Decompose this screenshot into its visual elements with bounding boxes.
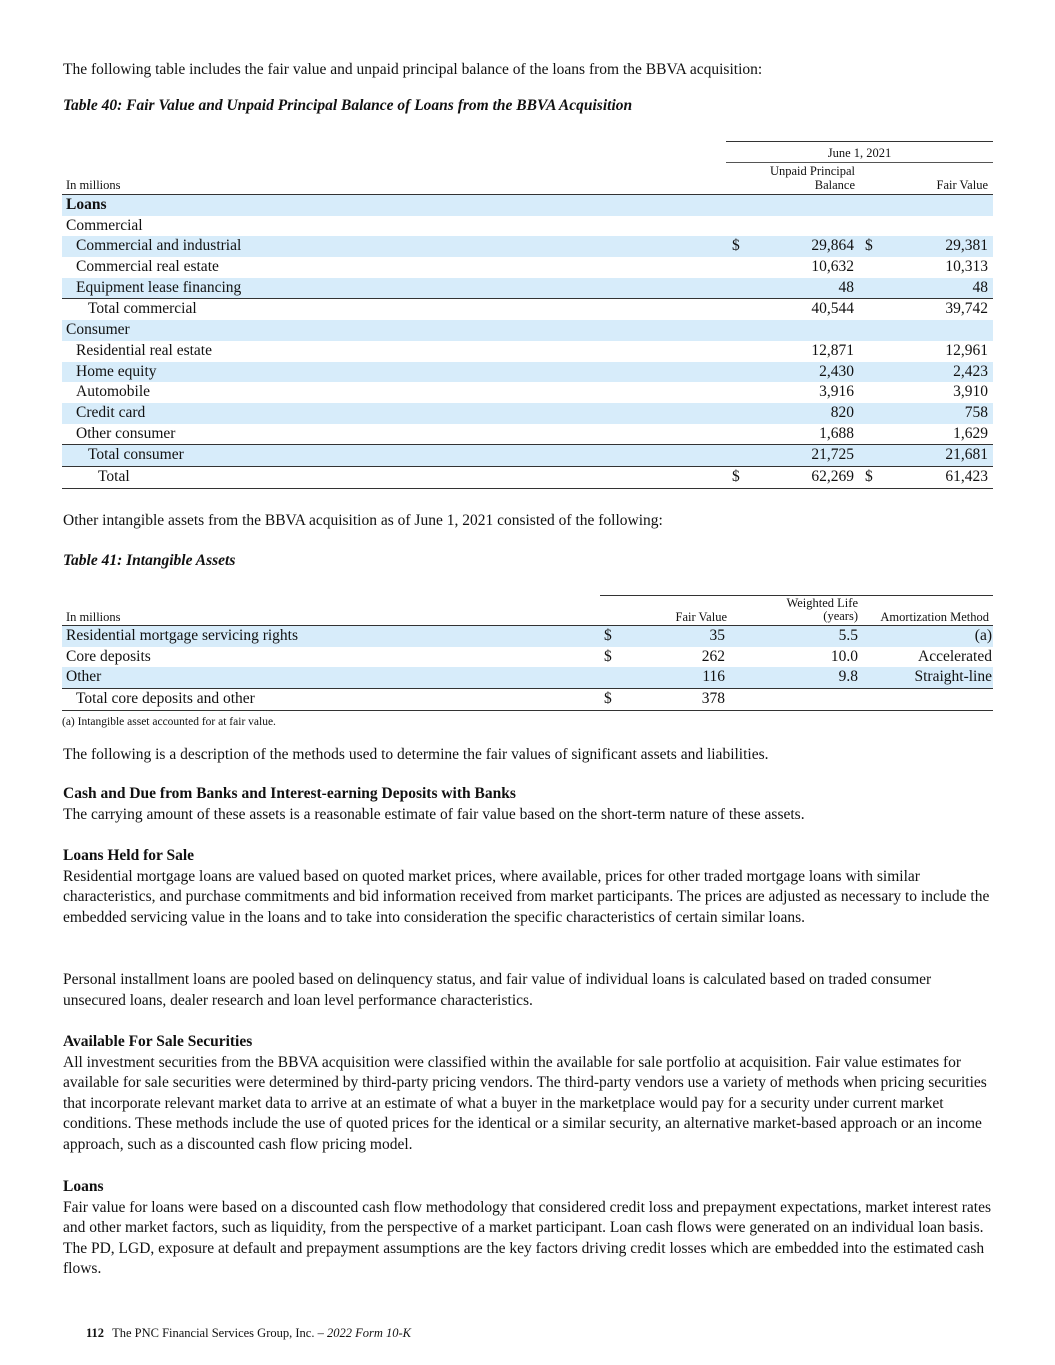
table-row: Total consumer 21,725 21,681 xyxy=(62,444,993,466)
section-heading: Available For Sale Securities xyxy=(63,1033,253,1050)
section-paragraph: All investment securities from the BBVA acquisition were classified within the available for sale portfolio at acquisition. Fair value estimates for available for sale securities were determined by third-party pricing vendors. The third-party vendors use a variety of methods when pricing securities that incorporate relevant market data to arrive at an estimate of what a buyer in the marketplace would pay for a security under current market conditions. These methods include the use of quoted prices for the identical or a similar security, an alternative market-based approach or an income approach, such as a discounted cash flow pricing model. xyxy=(63,1053,987,1153)
section-available-for-sale xyxy=(63,1032,993,1156)
table-row: Home equity 2,430 2,423 xyxy=(62,362,993,383)
section-paragraph: The carrying amount of these assets is a reasonable estimate of fair value based on the short-term nature of these assets. xyxy=(63,805,805,823)
table-row: Commercial real estate 10,632 10,313 xyxy=(76,258,988,276)
date-header: June 1, 2021 xyxy=(827,146,892,160)
table-40 xyxy=(62,141,993,489)
col-weighted-life: Weighted Life (years) xyxy=(786,596,858,623)
table-41-header xyxy=(62,595,993,626)
table-40-header xyxy=(62,141,993,195)
section-heading: Loans Held for Sale xyxy=(63,847,195,864)
section-paragraph: Fair value for loans were based on a discounted cash flow methodology that considered credit loss and prepayment expectations, market interest rates and other market factors, such as liquidity, from the perspective of a market participant. Loan cash flows were generated on an individual loan basis. The PD, LGD, exposure at default and prepayment assumptions are the key factors driving credit losses which are embedded into the estimated cash flows. xyxy=(63,1198,991,1278)
footer-company: The PNC Financial Services Group, Inc. – xyxy=(112,1326,327,1340)
table-row: Total core deposits and other $ 378 xyxy=(62,688,993,711)
table-row: Residential real estate 12,871 12,961 xyxy=(76,341,988,359)
page-footer xyxy=(86,1326,411,1341)
table-row: Core deposits $ 262 10.0 Accelerated xyxy=(66,647,992,665)
table-41 xyxy=(62,595,993,711)
table-row: Commercial and industrial $ 29,864 $ 29,381 xyxy=(62,236,993,257)
table-row: Residential mortgage servicing rights $ 35 5.5 (a) xyxy=(62,626,993,647)
col-fair-value: Fair Value xyxy=(936,178,988,192)
table-row: Total commercial 40,544 39,742 xyxy=(62,298,993,320)
table-row: Total $ 62,269 $ 61,423 xyxy=(62,466,993,489)
table-41-footnote: (a) Intangible asset accounted for at fair value. xyxy=(62,716,276,728)
table-row: Other 116 9.8 Straight-line xyxy=(62,667,993,688)
table-row: Equipment lease financing 48 48 xyxy=(62,278,993,299)
section-heading: Loans xyxy=(63,1178,104,1195)
section-cash-and-due xyxy=(63,784,993,825)
col-fair-value: Fair Value xyxy=(675,610,727,624)
col-unpaid-principal-balance: Unpaid Principal Balance xyxy=(769,164,855,192)
section-loans xyxy=(63,1177,993,1280)
section-paragraph: Personal installment loans are pooled based on delinquency status, and fair value of individual loans is calculated based on traded consumer unsecured loans, dealer research and loan level performance characteristics. xyxy=(63,971,932,1009)
methods-intro-paragraph: The following is a description of the methods used to determine the fair values of significant assets and liabilities. xyxy=(63,746,769,763)
col-amortization-method: Amortization Method xyxy=(880,610,989,624)
table-row: Automobile 3,916 3,910 xyxy=(76,383,988,401)
section-paragraph: Residential mortgage loans are valued based on quoted market prices, where available, prices for other traded mortgage loans with similar characteristics, and purchase commitments and bid information received from market participants. The prices are adjusted as necessary to include the embedded servicing value in the loans and to take into consideration the specific characteristics of certain similar loans. xyxy=(63,867,990,926)
table-row: Loans xyxy=(62,195,993,216)
table-row: Consumer xyxy=(62,320,993,341)
section-heading: Cash and Due from Banks and Interest-earning Deposits with Banks xyxy=(63,785,516,802)
col-in-millions: In millions xyxy=(66,610,121,624)
intangible-intro-paragraph: Other intangible assets from the BBVA acquisition as of June 1, 2021 consisted of the following: xyxy=(63,512,663,529)
page-number: 112 xyxy=(86,1326,105,1340)
section-loans-held-for-sale xyxy=(63,846,993,928)
footer-form: 2022 Form 10-K xyxy=(326,1326,411,1340)
col-in-millions: In millions xyxy=(66,178,121,192)
table-row: Other consumer 1,688 1,629 xyxy=(76,424,988,442)
table-row: Credit card 820 758 xyxy=(62,403,993,424)
table-row: Commercial xyxy=(66,216,143,234)
table-40-caption: Table 40: Fair Value and Unpaid Principal Balance of Loans from the BBVA Acquisition xyxy=(63,97,633,114)
table-41-caption: Table 41: Intangible Assets xyxy=(63,552,236,569)
intro-paragraph: The following table includes the fair value and unpaid principal balance of the loans from the BBVA acquisition: xyxy=(63,61,763,78)
